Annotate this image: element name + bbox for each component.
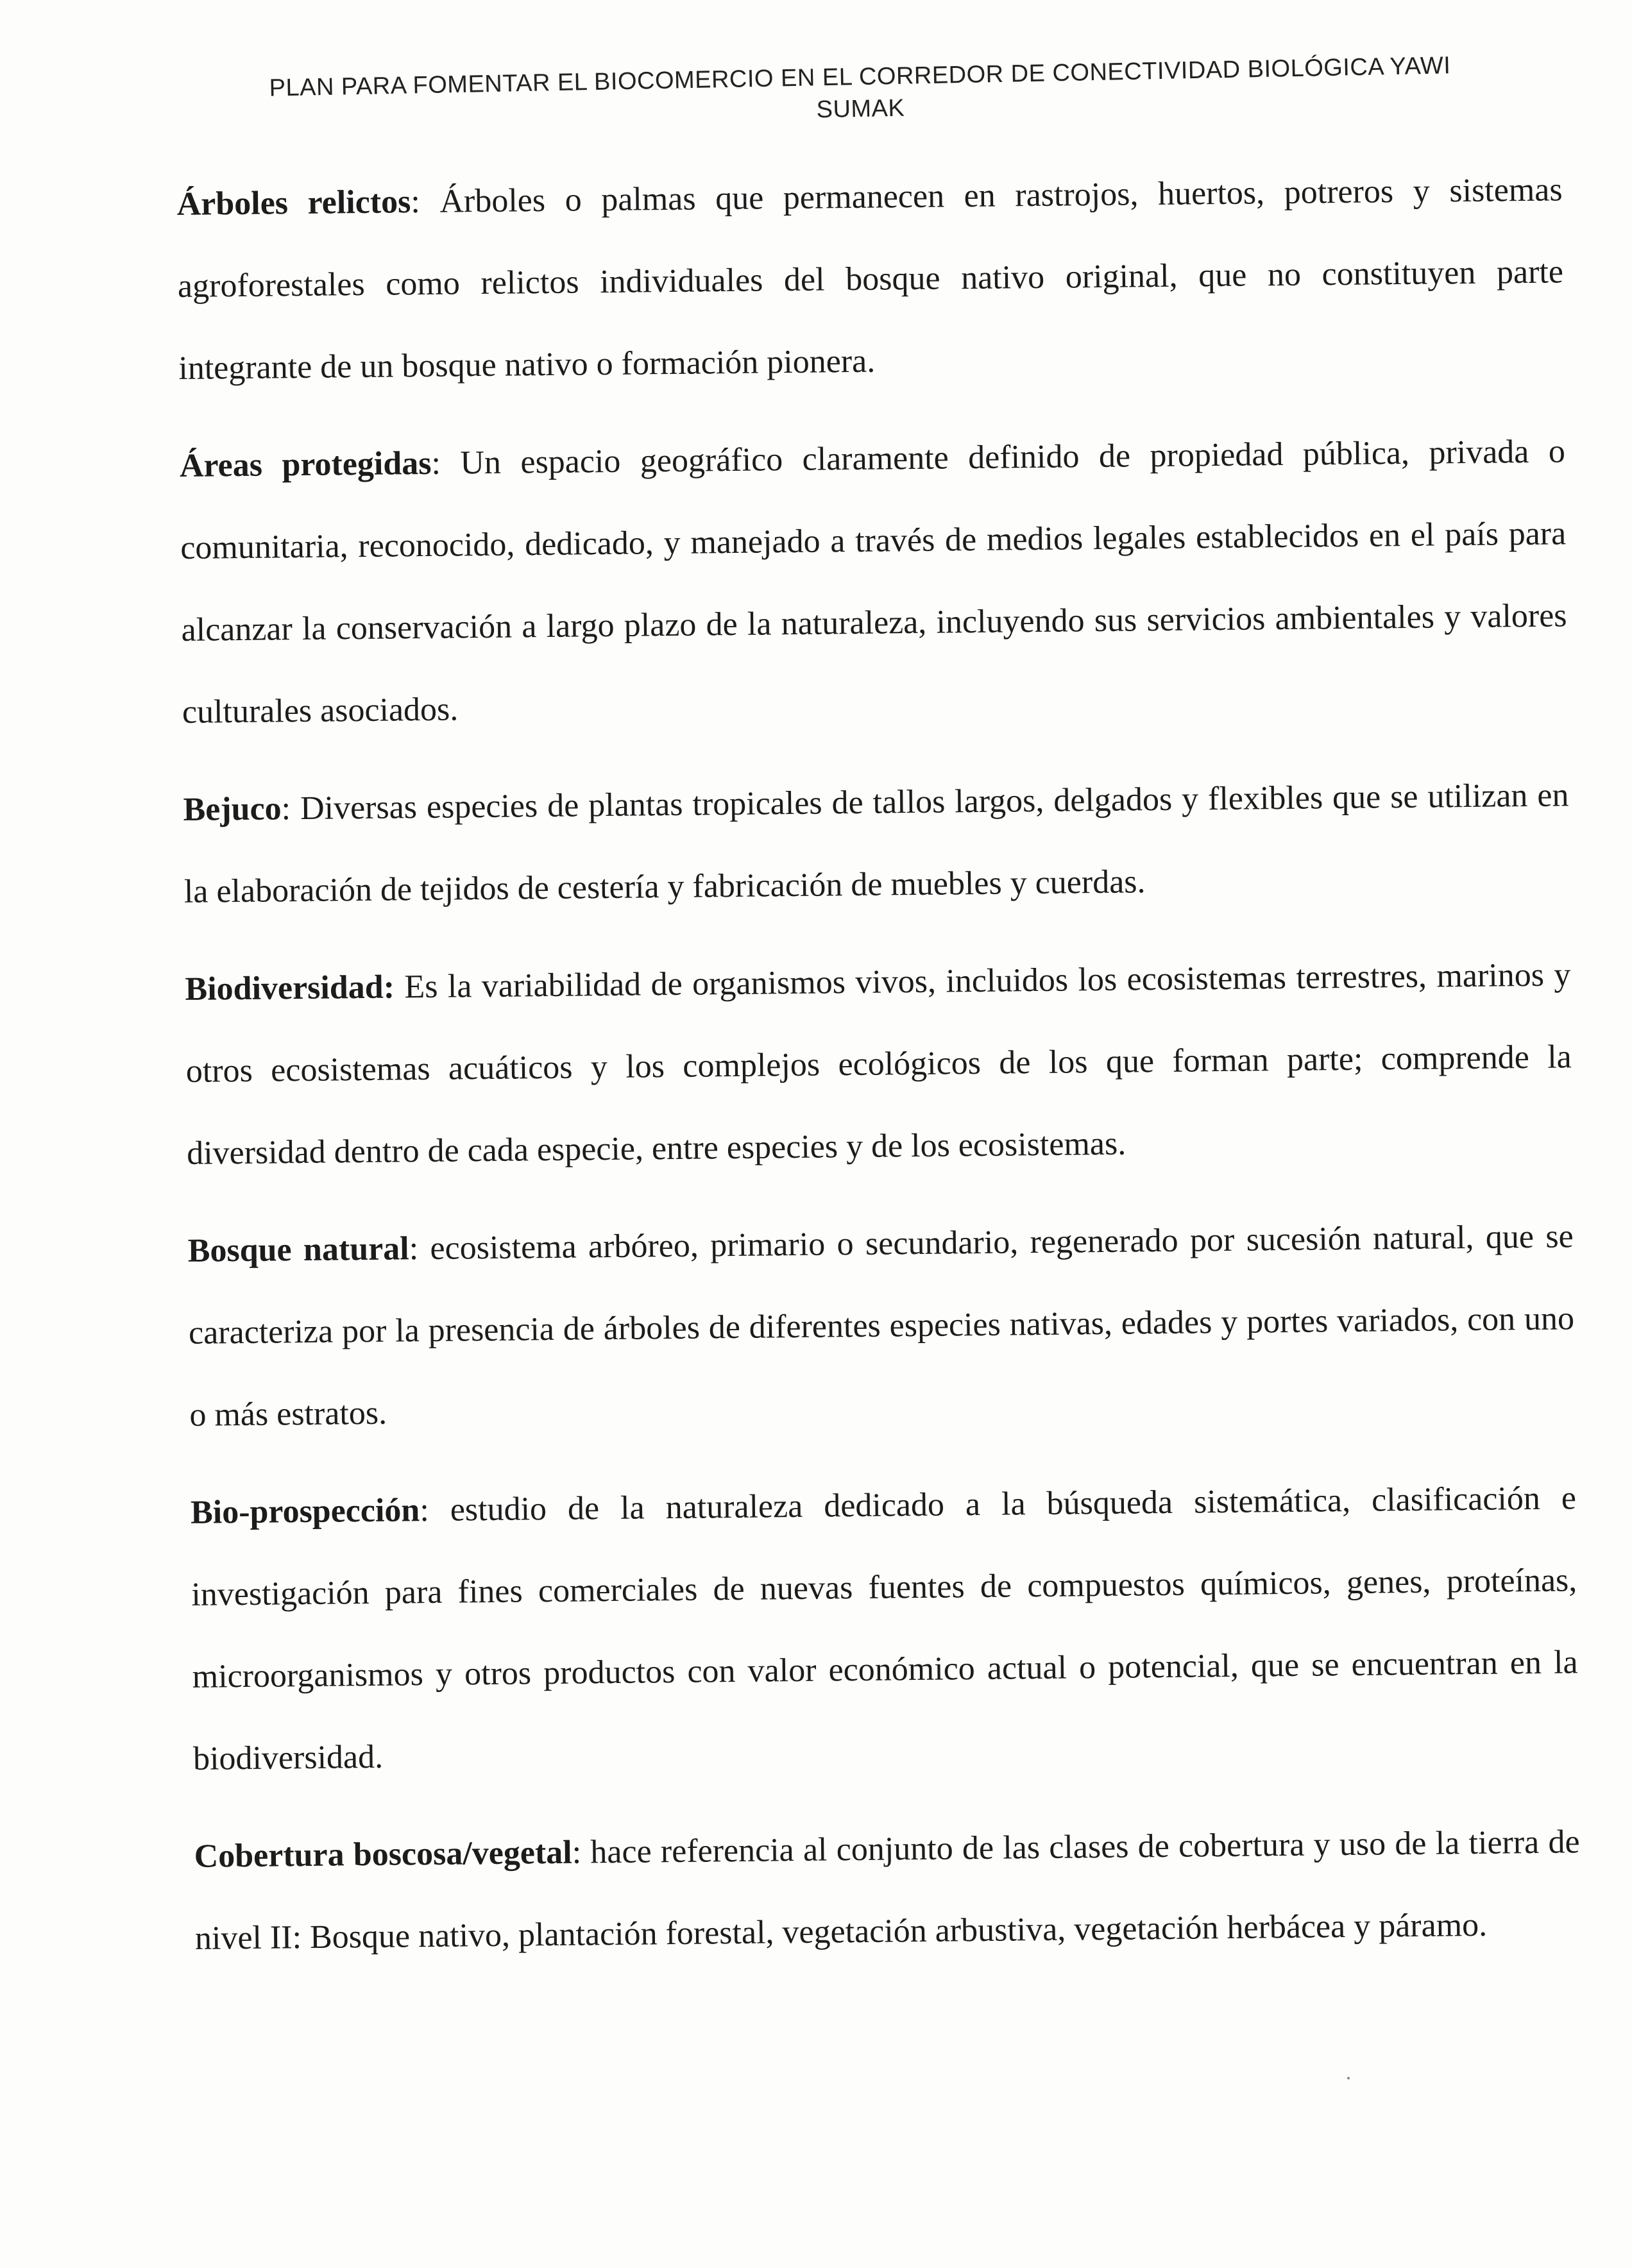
- glossary-entry-cobertura-boscosa-vegetal: [194, 1801, 1581, 1980]
- glossary-entry-biodiversidad: [185, 934, 1573, 1195]
- glossary-entry-bio-prospeccion: [190, 1457, 1579, 1800]
- glossary-term: Bejuco: [183, 790, 282, 828]
- glossary-body: [176, 149, 1581, 1995]
- scan-speck: [1347, 2077, 1350, 2079]
- term-separator: :: [572, 1834, 591, 1871]
- page-header: [192, 48, 1528, 138]
- glossary-definition: hace referencia al conjunto de las clases de cobertura y uso de la tierra de nivel II: Bosque nativo, plantación forestal, vegetación arbustiva, vegetación herbácea y páramo.: [194, 1824, 1580, 1957]
- glossary-entry-arboles-relictos: [176, 149, 1565, 410]
- term-separator: :: [419, 1491, 451, 1529]
- term-separator: :: [411, 183, 440, 221]
- glossary-term: Áreas protegidas: [179, 444, 432, 484]
- glossary-definition: ecosistema arbóreo, primario o secundario, regenerado por sucesión natural, que se caracteriza por la presencia de árboles de diferentes especies nativas, edades y portes variados, con uno o más estratos.: [188, 1218, 1575, 1434]
- glossary-term: Bio-prospección: [190, 1492, 420, 1531]
- glossary-definition: Un espacio geográfico claramente definido de propiedad pública, privada o comunitaria, reconocido, dedicado, y manejado a través de medios legales establecidos en el país para alcanzar la conservación a largo plazo de la naturaleza, incluyendo sus servicios ambientales y valores culturales asociados.: [180, 433, 1567, 731]
- glossary-term: Biodiversidad:: [185, 969, 395, 1008]
- term-separator: :: [409, 1230, 430, 1267]
- glossary-term: Árboles relictos: [176, 183, 411, 223]
- glossary-definition: Diversas especies de plantas tropicales de tallos largos, delgados y flexibles que se utilizan en la elaboración de tejidos de cestería y fabricación de muebles y cuerdas.: [183, 777, 1569, 910]
- header-title-line-2: SUMAK: [816, 94, 905, 124]
- glossary-term: Cobertura boscosa/vegetal: [194, 1834, 572, 1875]
- glossary-entry-bejuco: [183, 754, 1570, 933]
- glossary-definition: estudio de la naturaleza dedicado a la búsqueda sistemática, clasificación e investigación para fines comerciales de nuevas fuentes de compuestos químicos, genes, proteínas, microorganismos y otros productos con valor económico actual o potencial, que se encuentran en la biodiversidad.: [191, 1480, 1578, 1777]
- header-title-line-1: PLAN PARA FOMENTAR EL BIOCOMERCIO EN EL CORREDOR DE CONECTIVIDAD BIOLÓGICA YAWI: [269, 52, 1451, 102]
- glossary-term: Bosque natural: [187, 1230, 409, 1269]
- glossary-entry-areas-protegidas: [179, 410, 1568, 754]
- term-separator: :: [281, 790, 301, 827]
- glossary-definition: Árboles o palmas que permanecen en rastrojos, huertos, potreros y sistemas agroforestales como relictos individuales del bosque nativo original, que no constituyen parte integrante de un bosque nativo o formación pionera.: [177, 171, 1564, 387]
- glossary-entry-bosque-natural: [187, 1196, 1576, 1457]
- term-separator: :: [431, 444, 461, 482]
- term-separator: [395, 969, 405, 1005]
- glossary-definition: Es la variabilidad de organismos vivos, incluidos los ecosistemas terrestres, marinos y otros ecosistemas acuáticos y los complejos ecológicos de los que forman parte; comprende la diversidad dentro de cada especie, entre especies y de los ecosistemas.: [185, 956, 1572, 1172]
